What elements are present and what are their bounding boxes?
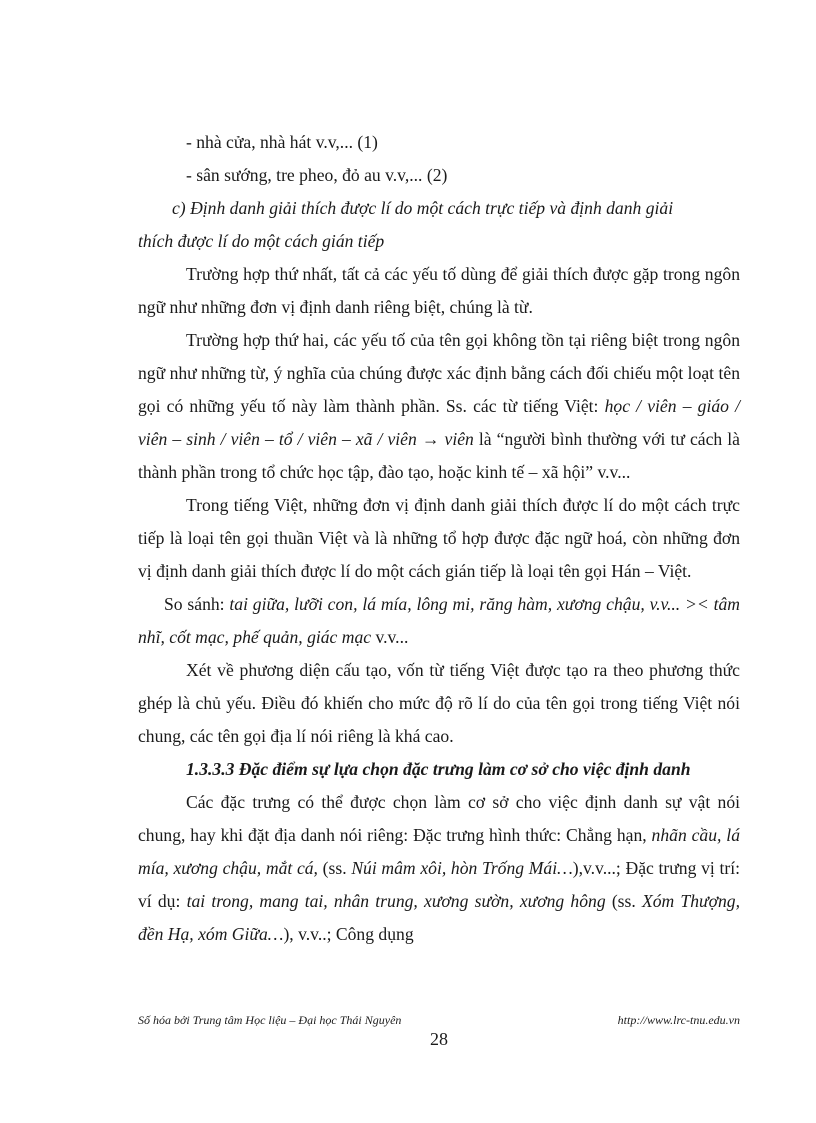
paragraph-text: (ss. <box>605 891 642 911</box>
comparison-italic: tai giữa, lưỡi con, lá mía, lông mi, răng hàm, xương chậu, v.v... >< tâm nhĩ, cốt mạc, phế quản, giác mạc <box>138 594 740 647</box>
page-footer <box>138 1013 740 1053</box>
comparison-paragraph <box>138 588 740 654</box>
paragraph: Xét về phương diện cấu tạo, vốn từ tiếng Việt được tạo ra theo phương thức ghép là chủ yếu. Điều đó khiến cho mức độ rõ lí do của tên gọi trong tiếng Việt nói chung, các tên gọi địa lí nói riêng là khá cao. <box>138 660 740 746</box>
subheading-c-line1: c) Định danh giải thích được lí do một cách trực tiếp và định danh giải <box>172 198 674 218</box>
paragraph <box>138 324 740 489</box>
paragraph-text: Trường hợp thứ hai, các yếu tố của tên gọi không tồn tại riêng biệt trong ngôn ngữ như những từ, ý nghĩa của chúng được xác định bằng cách đối chiếu một loạt tên gọi có những yếu tố này làm thành phần. Ss. các từ tiếng Việt: <box>138 330 740 416</box>
paragraph-italic: học / viên – giáo / viên – sinh / viên – tổ / viên – xã / viên → viên <box>138 396 740 449</box>
paragraph-italic: nhãn cầu, lá mía, xương chậu, mắt cá, <box>138 825 740 878</box>
paragraph-italic: Núi mâm xôi, hòn Trống Mái… <box>351 858 573 878</box>
paragraph-text: ),v.v...; Đặc trưng vị trí: ví dụ: <box>138 858 740 911</box>
list-item: - sân sướng, tre pheo, đỏ au v.v,... (2) <box>186 165 448 185</box>
comparison-tail: v.v... <box>371 627 409 647</box>
paragraph <box>138 786 740 951</box>
list-item: - nhà cửa, nhà hát v.v,... (1) <box>186 132 378 152</box>
paragraph-text: ), v.v..; Công dụng <box>283 924 414 944</box>
paragraph: Trường hợp thứ nhất, tất cả các yếu tố dùng để giải thích được gặp trong ngôn ngữ như những đơn vị định danh riêng biệt, chúng là từ. <box>138 264 740 317</box>
paragraph-italic: tai trong, mang tai, nhân trung, xương sườn, xương hông <box>186 891 606 911</box>
subheading-c-line2: thích được lí do một cách gián tiếp <box>138 231 385 251</box>
comparison-label: So sánh: <box>164 594 230 614</box>
paragraph: Trong tiếng Việt, những đơn vị định danh giải thích được lí do một cách trực tiếp là loại tên gọi thuần Việt và là những tổ hợp được đặc ngữ hoá, còn những đơn vị định danh giải thích được lí do một cách gián tiếp là loại tên gọi Hán – Việt. <box>138 495 740 581</box>
footer-source: Số hóa bởi Trung tâm Học liệu – Đại học Thái Nguyên <box>138 1013 402 1027</box>
paragraph-text: Các đặc trưng có thể được chọn làm cơ sở cho việc định danh sự vật nói chung, hay khi đặt địa danh nói riêng: Đặc trưng hình thức: Chẳng hạn, <box>138 792 740 845</box>
page-number: 28 <box>430 1029 448 1049</box>
page-body <box>138 126 740 951</box>
section-heading: 1.3.3.3 Đặc điểm sự lựa chọn đặc trưng làm cơ sở cho việc định danh <box>186 759 691 779</box>
paragraph-text: (ss. <box>317 858 352 878</box>
paragraph-italic: Xóm Thượng, đền Hạ, xóm Giữa… <box>138 891 740 944</box>
footer-url: http://www.lrc-tnu.edu.vn <box>617 1013 740 1027</box>
paragraph-text: là “người bình thường với tư cách là thành phần trong tổ chức học tập, đào tạo, hoặc kinh tế – xã hội” v.v... <box>138 429 740 482</box>
